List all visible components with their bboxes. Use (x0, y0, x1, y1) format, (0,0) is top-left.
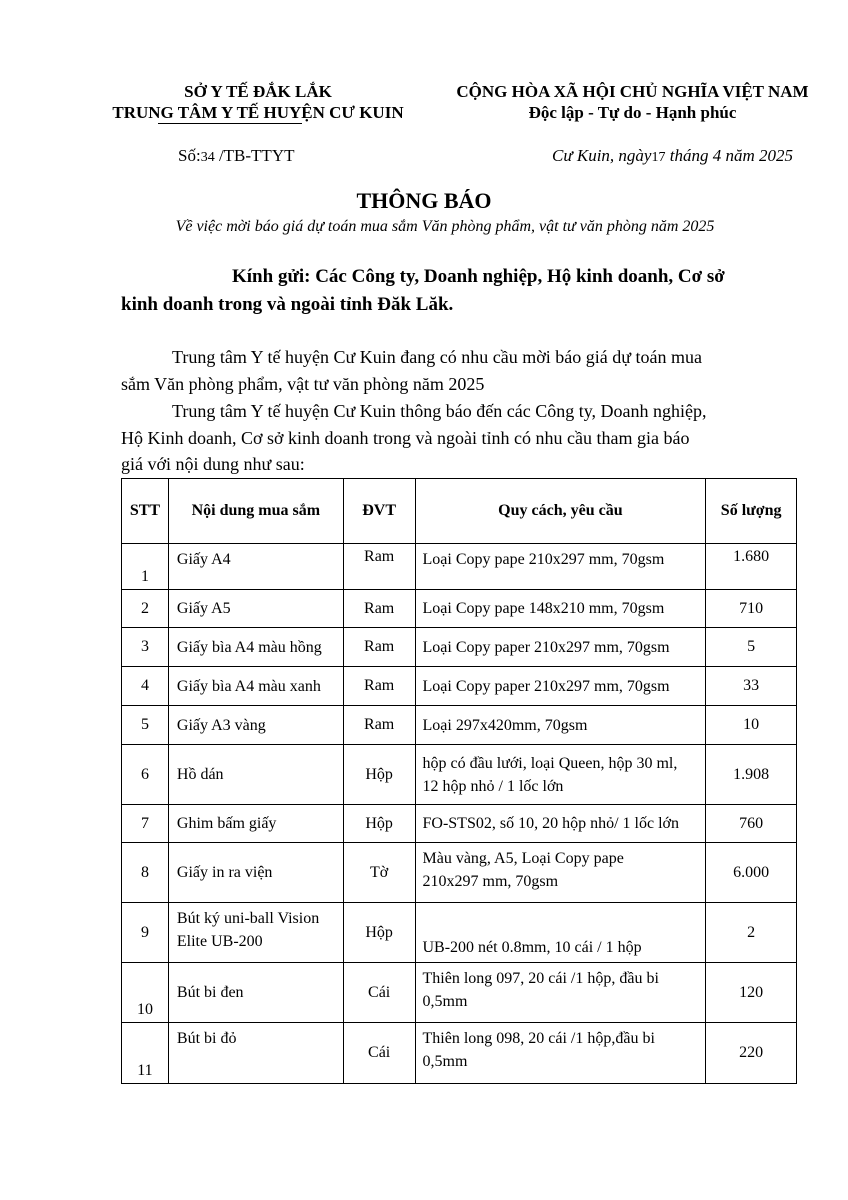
cell-name-line: Giấy bìa A4 màu xanh (176, 677, 321, 695)
document-date (552, 146, 793, 166)
table-row (122, 628, 797, 667)
header-name: Nội dung mua sắm (168, 479, 343, 544)
cell-spec (415, 590, 706, 628)
number-suffix: /TB-TTYT (214, 146, 295, 165)
cell-unit: Ram (343, 544, 415, 590)
cell-qty: 2 (706, 903, 797, 963)
header-qty: Số lượng (706, 479, 797, 544)
cell-unit: Cái (343, 1023, 415, 1084)
cell-spec-line: Loại Copy paper 210x297 mm, 70gsm (422, 677, 670, 695)
cell-stt: 9 (122, 903, 169, 963)
cell-name-line: Bút bi đỏ (176, 1030, 237, 1047)
cell-stt: 6 (122, 745, 169, 805)
cell-spec-line: UB-200 nét 0.8mm, 10 cái / 1 hộp (422, 939, 642, 956)
cell-name (168, 745, 343, 805)
cell-spec-line: 12 hộp nhỏ / 1 lốc lớn (422, 777, 564, 795)
cell-stt: 11 (122, 1023, 169, 1084)
cell-spec (415, 667, 706, 706)
cell-name-line: Giấy A4 (176, 551, 231, 568)
cell-name-line: Elite UB-200 (176, 933, 263, 950)
agency-unit: TRUNG TÂM Y TẾ HUYỆN CƯ KUIN (112, 103, 404, 122)
cell-qty: 710 (706, 590, 797, 628)
cell-stt: 4 (122, 667, 169, 706)
cell-stt: 2 (122, 590, 169, 628)
nation-motto: Độc lập - Tự do - Hạnh phúc (528, 103, 737, 122)
paragraph-2-line-1: Trung tâm Y tế huyện Cư Kuin thông báo đến các Công ty, Doanh nghiệp, (172, 401, 707, 421)
table-row (122, 805, 797, 843)
header-spec: Quy cách, yêu cầu (415, 479, 706, 544)
cell-qty: 120 (706, 963, 797, 1023)
paragraph-2-line-2: Hộ Kinh doanh, Cơ sở kinh doanh trong và ngoài tỉnh có nhu cầu tham gia báo (121, 428, 690, 448)
recipient-line-1: Kính gửi: Các Công ty, Doanh nghiệp, Hộ kinh doanh, Cơ sở (232, 266, 725, 287)
cell-spec-line: Loại Copy pape 148x210 mm, 70gsm (422, 600, 665, 617)
cell-unit: Hộp (343, 745, 415, 805)
cell-name (168, 544, 343, 590)
cell-stt: 8 (122, 843, 169, 903)
date-day: 17 (651, 150, 666, 165)
recipient-line-2: kinh doanh trong và ngoài tỉnh Đăk Lăk. (121, 294, 454, 315)
cell-unit: Hộp (343, 903, 415, 963)
cell-stt: 5 (122, 706, 169, 745)
cell-name-line: Giấy in ra viện (176, 864, 273, 881)
cell-name (168, 805, 343, 843)
cell-spec-line: Loại 297x420mm, 70gsm (422, 716, 588, 734)
cell-qty: 220 (706, 1023, 797, 1084)
cell-spec (415, 628, 706, 667)
paragraph-1-line-2: sắm Văn phòng phẩm, vật tư văn phòng năm 2025 (121, 374, 485, 394)
cell-spec-line: FO-STS02, số 10, 20 hộp nhỏ/ 1 lốc lớn (422, 815, 679, 832)
cell-stt: 7 (122, 805, 169, 843)
cell-name (168, 667, 343, 706)
cell-name-line: Giấy bìa A4 màu hồng (176, 638, 322, 656)
header-stt: STT (122, 479, 169, 544)
table-row (122, 963, 797, 1023)
cell-spec-line: Thiên long 097, 20 cái /1 hộp, đầu bi (422, 970, 659, 987)
cell-spec (415, 963, 706, 1023)
cell-stt: 3 (122, 628, 169, 667)
table-header-row (122, 479, 797, 544)
table-row (122, 843, 797, 903)
cell-qty: 5 (706, 628, 797, 667)
document-number (178, 146, 294, 166)
cell-spec-line: Loại Copy paper 210x297 mm, 70gsm (422, 638, 670, 656)
cell-spec-line: hộp có đầu lưới, loại Queen, hộp 30 ml, (422, 754, 678, 772)
cell-name (168, 963, 343, 1023)
cell-qty: 10 (706, 706, 797, 745)
cell-name-line: Giấy A3 vàng (176, 716, 266, 734)
number-prefix: Số: (178, 146, 201, 165)
nation-title: CỘNG HÒA XÃ HỘI CHỦ NGHĨA VIỆT NAM (456, 82, 809, 101)
cell-spec (415, 1023, 706, 1084)
cell-qty: 6.000 (706, 843, 797, 903)
cell-spec-line: 0,5mm (422, 993, 468, 1010)
cell-stt: 10 (122, 963, 169, 1023)
cell-name (168, 843, 343, 903)
cell-unit: Ram (343, 667, 415, 706)
cell-spec (415, 903, 706, 963)
cell-name-line: Bút bi đen (176, 984, 244, 1001)
cell-stt: 1 (122, 544, 169, 590)
cell-name (168, 706, 343, 745)
cell-qty: 33 (706, 667, 797, 706)
cell-spec (415, 706, 706, 745)
cell-unit: Ram (343, 590, 415, 628)
procurement-table (121, 478, 797, 1084)
table-row (122, 903, 797, 963)
cell-name-line: Giấy A5 (176, 600, 231, 617)
cell-spec (415, 745, 706, 805)
date-rest: tháng 4 năm 2025 (665, 146, 793, 165)
cell-name (168, 1023, 343, 1084)
cell-qty: 760 (706, 805, 797, 843)
cell-unit: Ram (343, 628, 415, 667)
table-row (122, 706, 797, 745)
table-row (122, 590, 797, 628)
table-body (122, 544, 797, 1084)
cell-qty: 1.908 (706, 745, 797, 805)
header-unit: ĐVT (343, 479, 415, 544)
cell-spec-line: 0,5mm (422, 1053, 468, 1070)
cell-spec (415, 805, 706, 843)
notice-title: THÔNG BÁO (356, 188, 492, 213)
number-value: 34 (200, 150, 215, 165)
notice-subtitle: Về việc mời báo giá dự toán mua sắm Văn phòng phẩm, vật tư văn phòng năm 2025 (175, 218, 715, 235)
cell-name-line: Hồ dán (176, 766, 224, 783)
agency-underline (158, 123, 302, 124)
table-row (122, 1023, 797, 1084)
cell-spec (415, 544, 706, 590)
cell-name (168, 903, 343, 963)
paragraph-1-line-1: Trung tâm Y tế huyện Cư Kuin đang có nhu cầu mời báo giá dự toán mua (172, 347, 702, 367)
cell-spec-line: 210x297 mm, 70gsm (422, 873, 559, 890)
cell-name (168, 590, 343, 628)
cell-unit: Cái (343, 963, 415, 1023)
paragraph-2-line-3: giá với nội dung như sau: (121, 454, 305, 474)
cell-spec-line: Màu vàng, A5, Loại Copy pape (422, 850, 624, 867)
agency-name: SỞ Y TẾ ĐẮK LẮK (184, 82, 332, 101)
cell-name-line: Bút ký uni-ball Vision (176, 910, 320, 927)
table-row (122, 544, 797, 590)
cell-unit: Tờ (343, 843, 415, 903)
cell-spec-line: Thiên long 098, 20 cái /1 hộp,đầu bi (422, 1030, 655, 1047)
cell-spec (415, 843, 706, 903)
date-place: Cư Kuin, ngày (552, 146, 652, 165)
cell-unit: Ram (343, 706, 415, 745)
cell-name (168, 628, 343, 667)
cell-qty: 1.680 (706, 544, 797, 590)
cell-unit: Hộp (343, 805, 415, 843)
cell-name-line: Ghim bấm giấy (176, 815, 277, 832)
cell-spec-line: Loại Copy pape 210x297 mm, 70gsm (422, 551, 665, 568)
table-row (122, 745, 797, 805)
table-row (122, 667, 797, 706)
